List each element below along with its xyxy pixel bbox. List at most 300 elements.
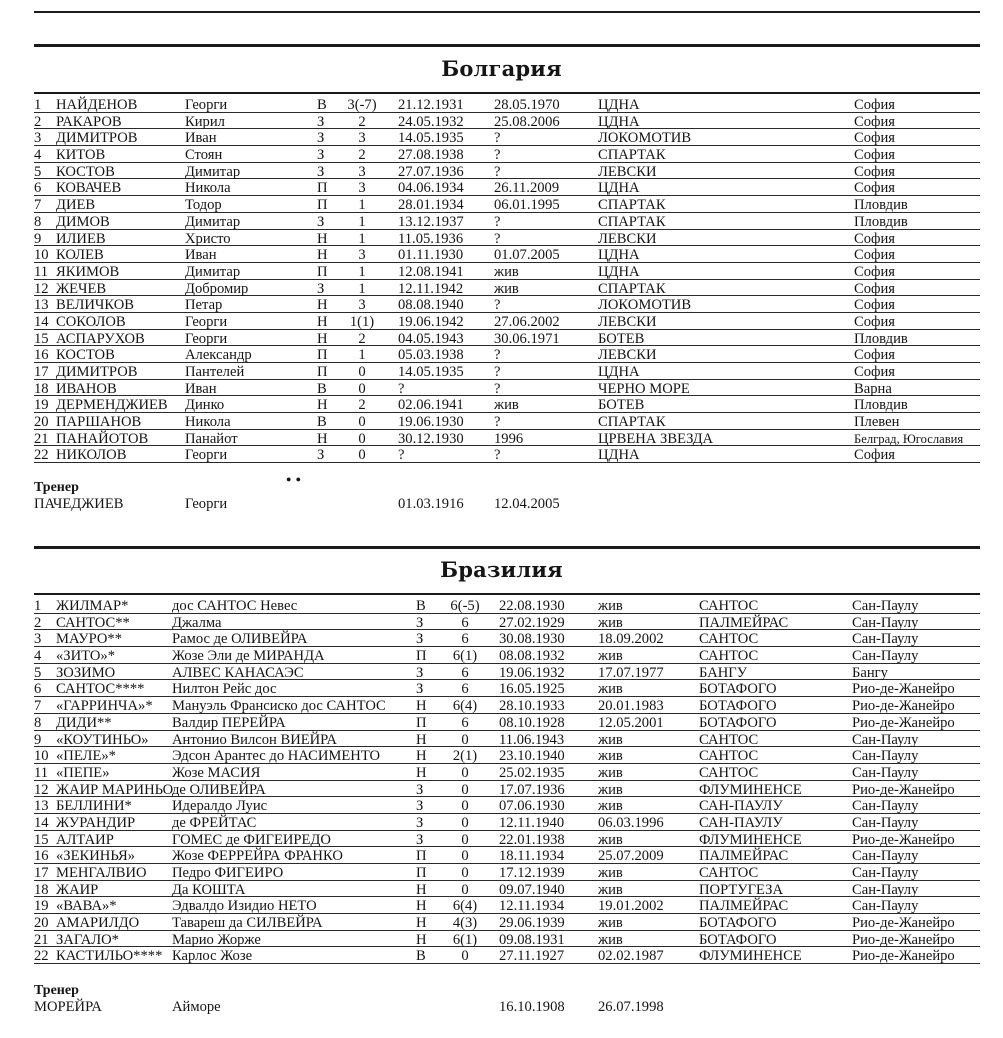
player-position: Н xyxy=(317,247,328,264)
table-row xyxy=(34,814,980,831)
player-surname: ДИМИТРОВ xyxy=(56,364,138,380)
player-position: З xyxy=(317,113,325,130)
player-club: САНТОС xyxy=(699,598,759,614)
player-name: Валдир ПЕРЕЙРА xyxy=(172,714,286,731)
player-city: Рио-де-Жанейро xyxy=(852,915,955,932)
player-died: ? xyxy=(494,364,501,380)
squad-table-brazil xyxy=(34,597,980,964)
player-died: 30.06.1971 xyxy=(494,330,560,347)
player-surname: «ПЕПЕ» xyxy=(56,764,110,781)
player-games: 0 xyxy=(358,414,366,431)
player-surname: ДИМОВ xyxy=(56,213,110,230)
player-surname: АСПАРУХОВ xyxy=(56,330,145,347)
table-row xyxy=(34,781,980,798)
player-club: БОТАФОГО xyxy=(699,714,777,731)
coach-died: 26.07.1998 xyxy=(598,999,664,1015)
player-position: Н xyxy=(416,731,427,748)
table-row xyxy=(34,647,980,664)
player-club: ПАЛМЕЙРАС xyxy=(699,848,789,865)
table-row xyxy=(34,947,980,964)
player-club: ЛЕВСКИ xyxy=(598,313,657,330)
player-city: Сан-Паулу xyxy=(852,614,919,631)
player-died: жив xyxy=(494,280,519,297)
player-position: Н xyxy=(317,230,328,247)
coach-died: 12.04.2005 xyxy=(494,496,560,512)
player-club: БОТАФОГО xyxy=(699,698,777,715)
player-born: 19.06.1932 xyxy=(499,664,565,681)
table-row xyxy=(34,864,980,881)
player-born: 13.12.1937 xyxy=(398,213,464,230)
player-died: ? xyxy=(494,213,501,230)
player-club: ПАЛМЕЙРАС xyxy=(699,614,789,631)
player-city: София xyxy=(854,364,896,380)
player-position: П xyxy=(317,197,328,214)
player-number: 15 xyxy=(34,831,49,848)
player-number: 10 xyxy=(34,748,49,765)
player-born: 22.08.1930 xyxy=(499,598,565,614)
player-games: 4(3) xyxy=(452,915,478,932)
player-died: 27.06.2002 xyxy=(494,313,560,330)
player-city: София xyxy=(854,180,896,197)
player-number: 7 xyxy=(34,197,42,214)
player-city: Сан-Паулу xyxy=(852,731,919,748)
player-games: 6 xyxy=(461,664,469,681)
player-name: Димитар xyxy=(185,213,241,230)
player-born: 27.02.1929 xyxy=(499,614,565,631)
player-born: 29.06.1939 xyxy=(499,915,565,932)
player-games: 2 xyxy=(358,113,366,130)
table-row xyxy=(34,430,980,447)
player-number: 1 xyxy=(34,97,42,113)
player-name: Петар xyxy=(185,297,223,314)
player-born: 23.10.1940 xyxy=(499,748,565,765)
player-surname: ПАРШАНОВ xyxy=(56,414,142,431)
player-position: З xyxy=(416,631,424,648)
player-club: ЛЕВСКИ xyxy=(598,230,657,247)
table-row xyxy=(34,380,980,397)
player-position: П xyxy=(416,865,427,881)
player-number: 13 xyxy=(34,297,49,314)
player-city: София xyxy=(854,130,896,147)
player-name: Георги xyxy=(185,447,228,464)
player-died: ? xyxy=(494,230,501,247)
player-number: 9 xyxy=(34,731,42,748)
player-born: ? xyxy=(398,447,405,464)
player-games: 6 xyxy=(461,631,469,648)
player-number: 3 xyxy=(34,130,42,147)
player-surname: «ЗЕКИНЬЯ» xyxy=(56,848,135,865)
player-number: 22 xyxy=(34,948,49,965)
player-club: ЛОКОМОТИВ xyxy=(598,130,692,147)
player-name: Жозе ФЕРРЕЙРА ФРАНКО xyxy=(172,848,343,865)
player-surname: ЖЕЧЕВ xyxy=(56,280,107,297)
table-row xyxy=(34,396,980,413)
player-position: З xyxy=(317,280,325,297)
player-number: 22 xyxy=(34,447,49,464)
player-born: 09.07.1940 xyxy=(499,881,565,898)
table-row xyxy=(34,113,980,130)
player-died: жив xyxy=(598,731,623,748)
player-number: 21 xyxy=(34,430,49,447)
player-name: Георги xyxy=(185,313,228,330)
player-club: САНТОС xyxy=(699,648,759,665)
player-city: Сан-Паулу xyxy=(852,598,919,614)
player-name: Георги xyxy=(185,330,228,347)
player-number: 10 xyxy=(34,247,49,264)
table-row xyxy=(34,697,980,714)
player-number: 12 xyxy=(34,280,49,297)
player-died: 01.07.2005 xyxy=(494,247,560,264)
table-row xyxy=(34,296,980,313)
player-surname: КОСТОВ xyxy=(56,347,115,364)
player-number: 3 xyxy=(34,631,42,648)
player-city: Сан-Паулу xyxy=(852,798,919,815)
player-name: ГОМЕС де ФИГЕИРЕДО xyxy=(172,831,331,848)
player-city: София xyxy=(854,263,896,280)
player-born: 28.10.1933 xyxy=(499,698,565,715)
table-row xyxy=(34,363,980,380)
player-born: 09.08.1931 xyxy=(499,931,565,948)
player-games: 6 xyxy=(461,681,469,698)
player-name: Кирил xyxy=(185,113,225,130)
table-row xyxy=(34,196,980,213)
table-top-rule-brazil xyxy=(34,593,980,595)
player-city: София xyxy=(854,230,896,247)
player-born: 14.05.1935 xyxy=(398,364,464,380)
player-games: 0 xyxy=(461,781,469,798)
player-club: ЦДНА xyxy=(598,180,640,197)
player-city: Пловдив xyxy=(854,330,908,347)
player-surname: ИЛИЕВ xyxy=(56,230,106,247)
table-row xyxy=(34,263,980,280)
player-games: 0 xyxy=(358,430,366,447)
player-position: Н xyxy=(416,898,427,915)
player-died: 12.05.2001 xyxy=(598,714,664,731)
table-row xyxy=(34,797,980,814)
player-born: 28.01.1934 xyxy=(398,197,464,214)
coach-name: Георги xyxy=(185,496,228,512)
section-title-brazil: Бразилия xyxy=(440,557,563,582)
player-club: БАНГУ xyxy=(699,664,748,681)
player-died: жив xyxy=(598,798,623,815)
table-row xyxy=(34,764,980,781)
player-name: Джалма xyxy=(172,614,222,631)
player-number: 19 xyxy=(34,898,49,915)
player-city: Рио-де-Жанейро xyxy=(852,831,955,848)
player-born: 30.12.1930 xyxy=(398,430,464,447)
player-surname: СОКОЛОВ xyxy=(56,313,126,330)
player-died: 06.03.1996 xyxy=(598,814,664,831)
player-club: САН-ПАУЛУ xyxy=(699,814,783,831)
player-surname: САНТОС**** xyxy=(56,681,145,698)
player-died: ? xyxy=(494,380,501,397)
table-row xyxy=(34,330,980,347)
section-rule-bulgaria xyxy=(34,44,980,47)
player-club: СПАРТАК xyxy=(598,197,666,214)
player-games: 6(-5) xyxy=(450,598,480,614)
player-name: Георги xyxy=(185,97,228,113)
player-surname: ЖИЛМАР* xyxy=(56,598,129,614)
player-died: ? xyxy=(494,147,501,164)
player-number: 4 xyxy=(34,147,42,164)
player-name: Никола xyxy=(185,180,231,197)
player-city: Варна xyxy=(854,380,892,397)
player-born: 19.06.1930 xyxy=(398,414,464,431)
player-games: 0 xyxy=(358,380,366,397)
player-games: 1 xyxy=(358,347,366,364)
player-games: 3 xyxy=(358,247,366,264)
player-city: Рио-де-Жанейро xyxy=(852,931,955,948)
player-number: 11 xyxy=(34,263,49,280)
player-club: ЦДНА xyxy=(598,364,640,380)
player-city: Сан-Паулу xyxy=(852,898,919,915)
player-died: 17.07.1977 xyxy=(598,664,664,681)
player-games: 0 xyxy=(461,848,469,865)
player-surname: РАКАРОВ xyxy=(56,113,122,130)
player-position: З xyxy=(317,163,325,180)
player-name: Да КОШТА xyxy=(172,881,246,898)
player-club: СПАРТАК xyxy=(598,213,666,230)
player-born: 01.11.1930 xyxy=(398,247,464,264)
player-city: Рио-де-Жанейро xyxy=(852,698,955,715)
player-born: 12.11.1942 xyxy=(398,280,464,297)
player-died: ? xyxy=(494,447,501,464)
player-position: Н xyxy=(416,764,427,781)
table-row xyxy=(34,831,980,848)
player-games: 6(4) xyxy=(452,698,478,715)
player-surname: КОСТОВ xyxy=(56,163,115,180)
player-club: САНТОС xyxy=(699,865,759,881)
player-position: Н xyxy=(317,330,328,347)
player-city: София xyxy=(854,280,896,297)
player-name: де ФРЕЙТАС xyxy=(172,814,257,831)
player-position: Н xyxy=(317,397,328,414)
player-died: жив xyxy=(598,614,623,631)
player-name: де ОЛИВЕЙРА xyxy=(172,781,266,798)
player-name: Динко xyxy=(185,397,225,414)
table-row xyxy=(34,146,980,163)
player-city: Сан-Паулу xyxy=(852,865,919,881)
table-row xyxy=(34,213,980,230)
player-died: жив xyxy=(598,931,623,948)
player-position: В xyxy=(317,414,327,431)
coach-label-brazil: Тренер xyxy=(34,983,79,998)
player-games: 0 xyxy=(461,764,469,781)
player-position: Н xyxy=(317,297,328,314)
player-games: 2 xyxy=(358,147,366,164)
player-games: 3 xyxy=(358,180,366,197)
player-born: 05.03.1938 xyxy=(398,347,464,364)
table-row xyxy=(34,731,980,748)
player-games: 0 xyxy=(358,447,366,464)
table-row xyxy=(34,914,980,931)
player-born: 07.06.1930 xyxy=(499,798,565,815)
player-born: 12.11.1940 xyxy=(499,814,565,831)
player-died: жив xyxy=(598,831,623,848)
player-city: Рио-де-Жанейро xyxy=(852,714,955,731)
player-name: Добромир xyxy=(185,280,249,297)
player-died: жив xyxy=(494,263,519,280)
player-city: Пловдив xyxy=(854,213,908,230)
player-surname: ЗАГАЛО* xyxy=(56,931,119,948)
table-row xyxy=(34,313,980,330)
player-club: БОТАФОГО xyxy=(699,681,777,698)
player-name: Рамос де ОЛИВЕЙРА xyxy=(172,631,308,648)
table-row xyxy=(34,346,980,363)
player-position: П xyxy=(317,180,328,197)
player-surname: САНТОС** xyxy=(56,614,130,631)
player-position: З xyxy=(416,814,424,831)
decorative-marks: ● ● xyxy=(286,474,303,484)
player-surname: ИВАНОВ xyxy=(56,380,117,397)
player-city: Пловдив xyxy=(854,397,908,414)
player-born: ? xyxy=(398,380,405,397)
player-city: София xyxy=(854,313,896,330)
player-number: 1 xyxy=(34,598,42,614)
player-surname: ЗОЗИМО xyxy=(56,664,116,681)
player-surname: МАУРО** xyxy=(56,631,122,648)
player-number: 18 xyxy=(34,380,49,397)
coach-surname: МОРЕЙРА xyxy=(34,999,102,1015)
table-row xyxy=(34,847,980,864)
player-name: Иван xyxy=(185,130,217,147)
player-games: 1 xyxy=(358,230,366,247)
player-name: Карлос Жозе xyxy=(172,948,253,965)
table-row xyxy=(34,664,980,681)
player-name: Димитар xyxy=(185,263,241,280)
table-row xyxy=(34,747,980,764)
coach-row-brazil xyxy=(34,999,980,1017)
player-games: 6 xyxy=(461,614,469,631)
player-city: София xyxy=(854,297,896,314)
player-number: 5 xyxy=(34,664,42,681)
player-games: 0 xyxy=(461,798,469,815)
player-died: жив xyxy=(598,681,623,698)
player-died: жив xyxy=(598,865,623,881)
player-born: 12.11.1934 xyxy=(499,898,565,915)
coach-born: 16.10.1908 xyxy=(499,999,565,1015)
player-position: Н xyxy=(416,915,427,932)
player-number: 6 xyxy=(34,681,42,698)
player-born: 17.12.1939 xyxy=(499,865,565,881)
coach-born: 01.03.1916 xyxy=(398,496,464,512)
player-born: 30.08.1930 xyxy=(499,631,565,648)
player-position: П xyxy=(416,714,427,731)
player-position: Н xyxy=(416,698,427,715)
player-died: 19.01.2002 xyxy=(598,898,664,915)
player-games: 3 xyxy=(358,163,366,180)
player-surname: «ЗИТО»* xyxy=(56,648,116,665)
table-row xyxy=(34,897,980,914)
player-number: 8 xyxy=(34,714,42,731)
player-born: 19.06.1942 xyxy=(398,313,464,330)
player-club: ЦРВЕНА ЗВЕЗДА xyxy=(598,430,714,447)
player-games: 6(1) xyxy=(452,931,478,948)
player-city: София xyxy=(854,247,896,264)
player-position: З xyxy=(416,664,424,681)
player-name: Нилтон Рейс дос xyxy=(172,681,277,698)
table-row xyxy=(34,881,980,898)
player-club: ФЛУМИНЕНСЕ xyxy=(699,781,802,798)
player-games: 0 xyxy=(461,881,469,898)
top-rule xyxy=(34,11,980,13)
player-number: 14 xyxy=(34,814,49,831)
player-name: Эдсон Арантес до НАСИМЕНТО xyxy=(172,748,381,765)
player-died: ? xyxy=(494,130,501,147)
player-born: 11.05.1936 xyxy=(398,230,464,247)
player-surname: БЕЛЛИНИ* xyxy=(56,798,132,815)
player-number: 20 xyxy=(34,915,49,932)
player-name: Мануэль Франсиско дос САНТОС xyxy=(172,698,386,715)
player-games: 0 xyxy=(358,364,366,380)
player-died: 18.09.2002 xyxy=(598,631,664,648)
player-city: Сан-Паулу xyxy=(852,848,919,865)
table-row xyxy=(34,630,980,647)
player-games: 1(1) xyxy=(349,313,375,330)
player-surname: КОВАЧЕВ xyxy=(56,180,122,197)
player-position: Н xyxy=(416,748,427,765)
player-number: 16 xyxy=(34,848,49,865)
player-number: 9 xyxy=(34,230,42,247)
player-born: 04.06.1934 xyxy=(398,180,464,197)
player-position: З xyxy=(317,447,325,464)
player-city: Рио-де-Жанейро xyxy=(852,681,955,698)
player-name: Никола xyxy=(185,414,231,431)
player-city: Белград, Югославия xyxy=(854,431,964,446)
player-number: 12 xyxy=(34,781,49,798)
player-club: ЦДНА xyxy=(598,247,640,264)
player-died: жив xyxy=(494,397,519,414)
player-club: ЦДНА xyxy=(598,447,640,464)
player-died: ? xyxy=(494,414,501,431)
player-club: ЛЕВСКИ xyxy=(598,163,657,180)
player-born: 24.05.1932 xyxy=(398,113,464,130)
player-games: 0 xyxy=(461,814,469,831)
player-position: З xyxy=(416,781,424,798)
player-born: 08.08.1940 xyxy=(398,297,464,314)
player-name: АЛВЕС КАНАСАЭС xyxy=(172,664,304,681)
player-surname: ДЕРМЕНДЖИЕВ xyxy=(56,397,168,414)
player-club: ЦДНА xyxy=(598,263,640,280)
player-city: Рио-де-Жанейро xyxy=(852,781,955,798)
player-died: ? xyxy=(494,297,501,314)
player-born: 27.11.1927 xyxy=(499,948,565,965)
player-number: 20 xyxy=(34,414,49,431)
player-surname: НАЙДЕНОВ xyxy=(56,97,138,113)
player-born: 12.08.1941 xyxy=(398,263,464,280)
player-surname: НИКОЛОВ xyxy=(56,447,127,464)
player-city: София xyxy=(854,163,896,180)
squad-table-bulgaria xyxy=(34,96,980,463)
table-row xyxy=(34,129,980,146)
table-row xyxy=(34,280,980,297)
player-surname: «ПЕЛЕ»* xyxy=(56,748,116,765)
table-row xyxy=(34,246,980,263)
player-club: СПАРТАК xyxy=(598,414,666,431)
table-row xyxy=(34,179,980,196)
player-number: 2 xyxy=(34,113,42,130)
player-died: жив xyxy=(598,598,623,614)
player-position: П xyxy=(317,263,328,280)
player-died: 1996 xyxy=(494,430,524,447)
player-name: дос САНТОС Невес xyxy=(172,598,298,614)
player-died: ? xyxy=(494,347,501,364)
player-surname: ДИМИТРОВ xyxy=(56,130,138,147)
player-city: Сан-Паулу xyxy=(852,748,919,765)
table-top-rule-bulgaria xyxy=(34,92,980,94)
player-died: жив xyxy=(598,648,623,665)
player-name: Иван xyxy=(185,380,217,397)
